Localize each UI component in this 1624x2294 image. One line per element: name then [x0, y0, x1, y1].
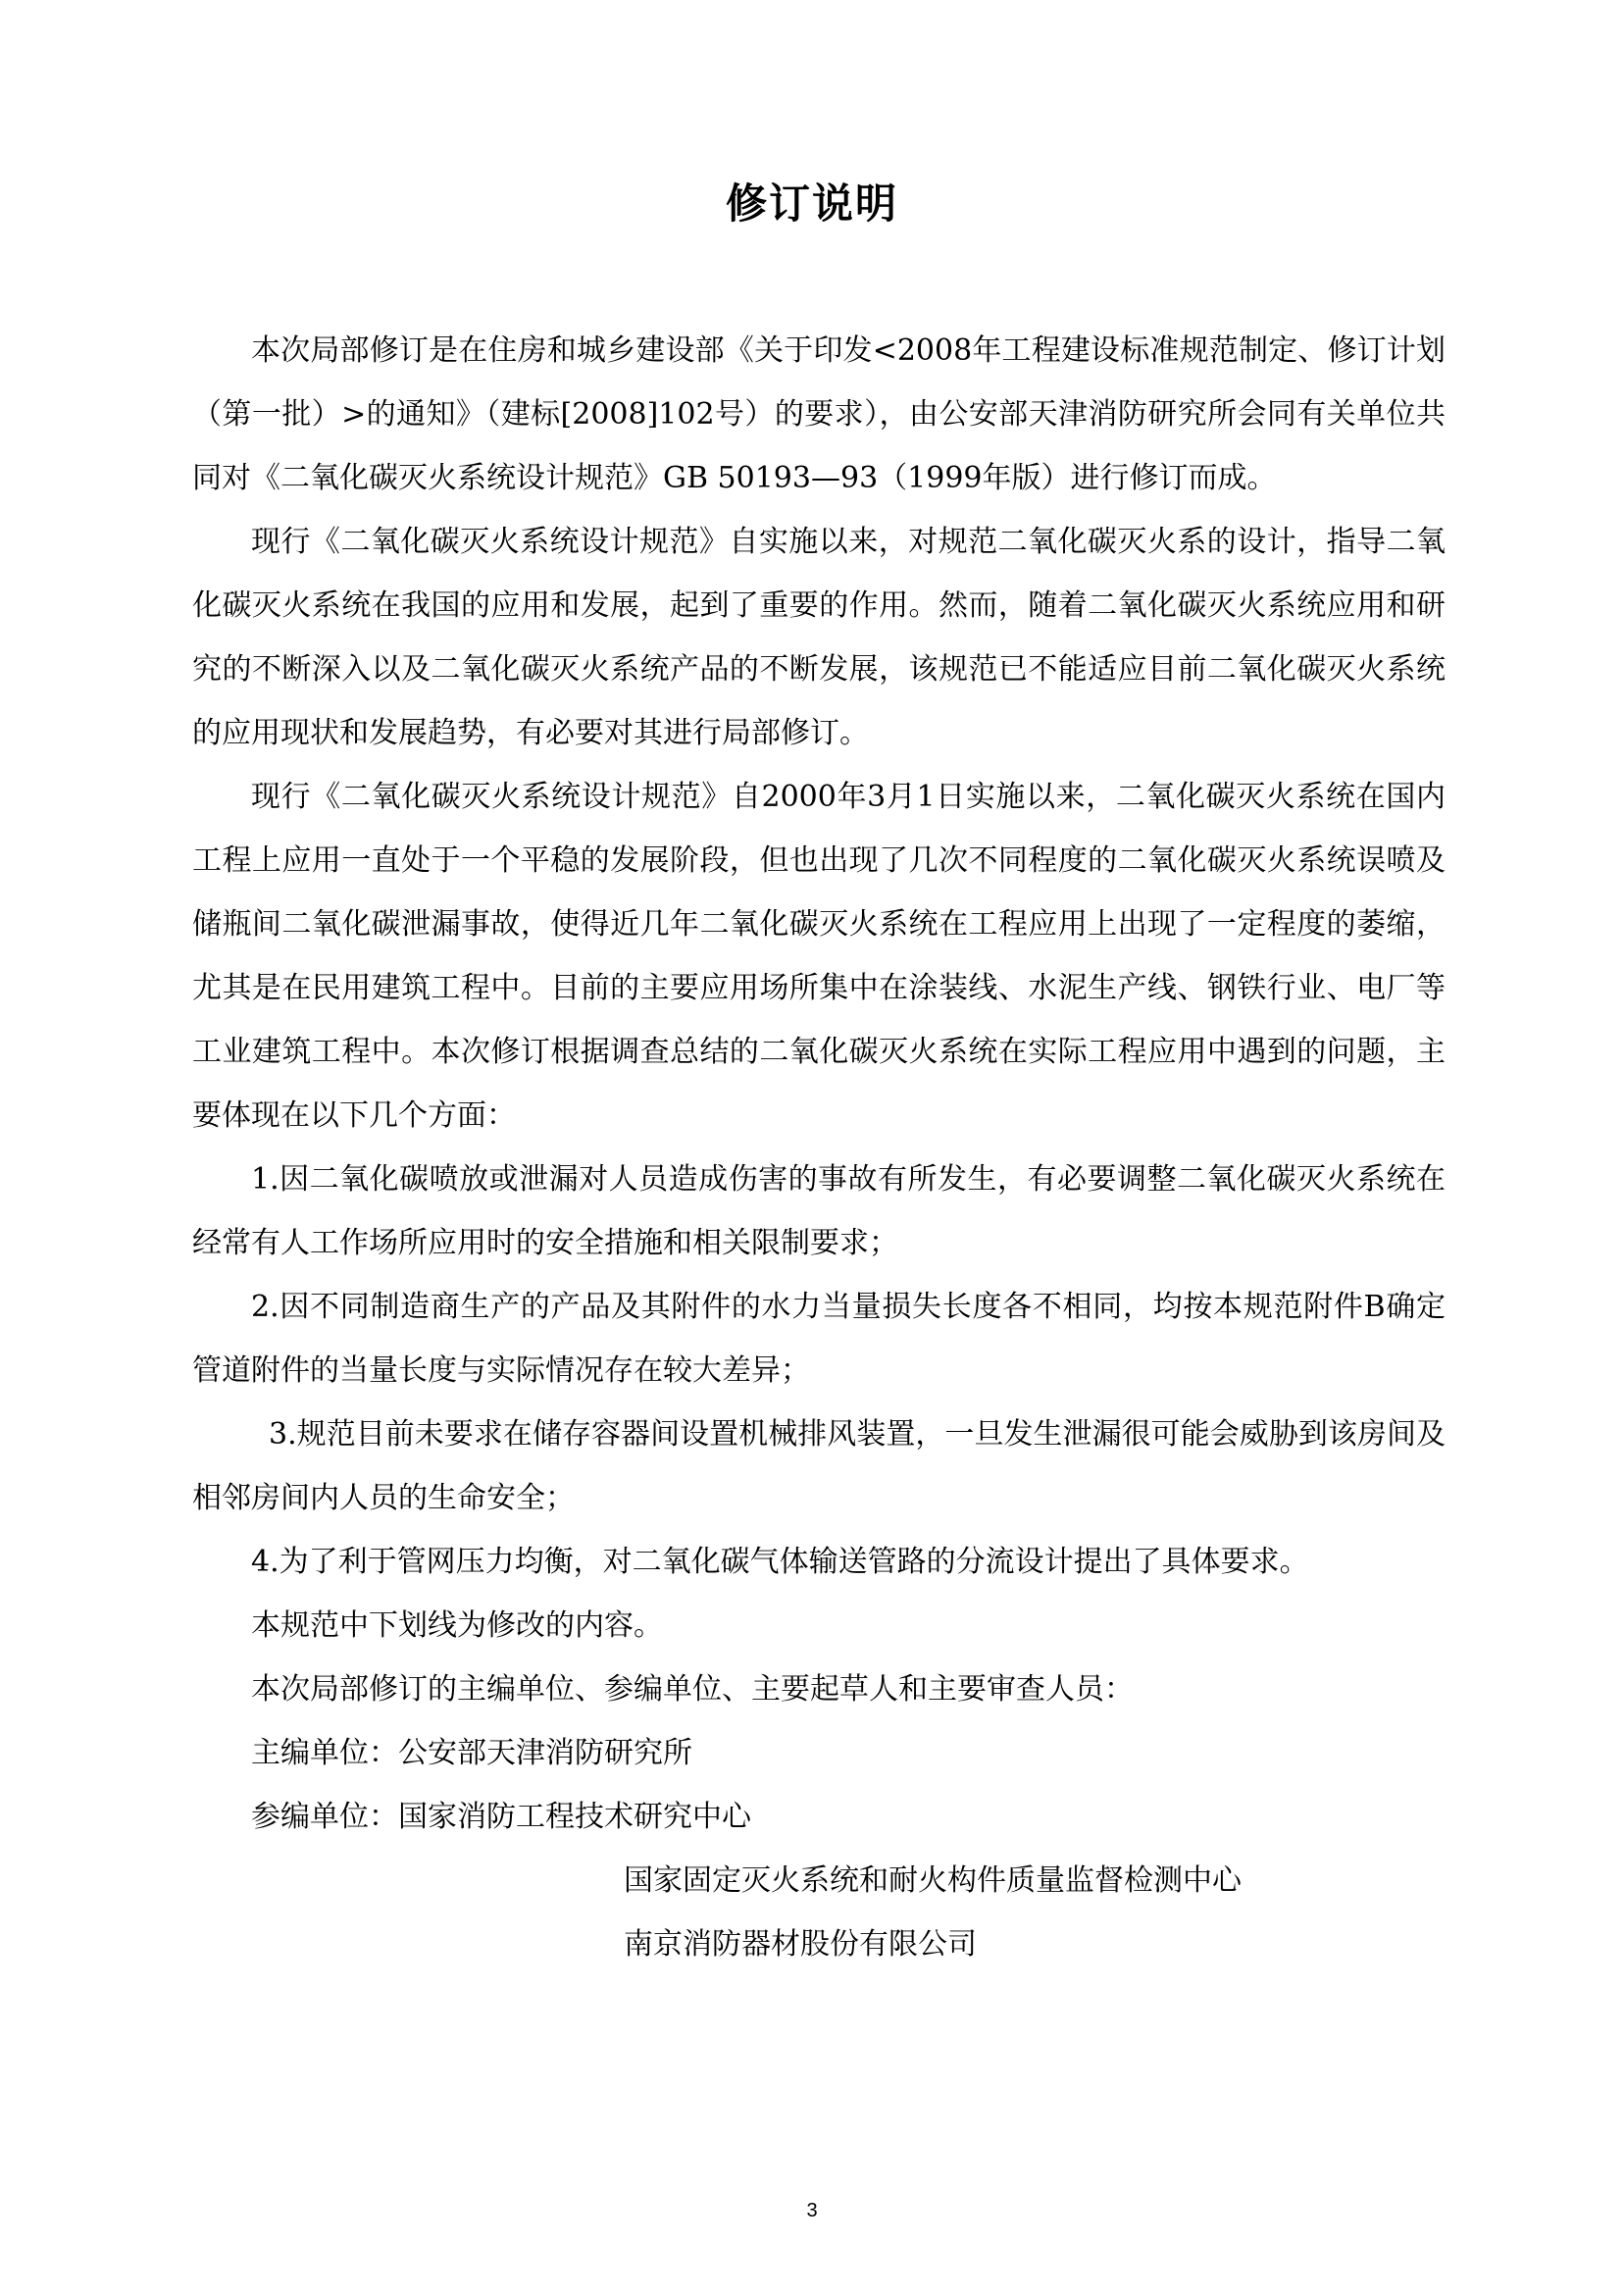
participating-unit-2: 国家固定灭火系统和耐火构件质量监督检测中心 — [624, 1863, 1242, 1898]
underline-note: 本规范中下划线为修改的内容。 — [251, 1608, 663, 1643]
participating-unit-3: 南京消防器材股份有限公司 — [624, 1927, 977, 1962]
document-body — [192, 319, 1446, 1976]
participating-unit: 参编单位：国家消防工程技术研究中心 — [251, 1800, 751, 1834]
list-item: 3.规范目前未要求在储存容器间设置机械排风装置，一旦发生泄漏很可能会威胁到该房间及相邻房间内人员的生命安全； — [192, 1417, 1446, 1515]
paragraph-application-status: 现行《二氧化碳灭火系统设计规范》自2000年3月1日实施以来，二氧化碳灭火系统在国内工程上应用一直处于一个平稳的发展阶段，但也出现了几次不同程度的二氧化碳灭火系统误喷及储瓶间二氧化碳泄漏事故，使得近几年二氧化碳灭火系统在工程应用上出现了一定程度的萎缩，尤其是在民用建筑工程中。目前的主要应用场所集中在涂装线、水泥生产线、钢铁行业、电厂等工业建筑工程中。本次修订根据调查总结的二氧化碳灭火系统在实际工程应用中遇到的问题，主要体现在以下几个方面： — [192, 780, 1446, 1133]
list-item: 4.为了利于管网压力均衡，对二氧化碳气体输送管路的分流设计提出了具体要求。 — [251, 1545, 1309, 1579]
list-item: 1.因二氧化碳喷放或泄漏对人员造成伤害的事故有所发生，有必要调整二氧化碳灭火系统在经常有人工作场所应用时的安全措施和相关限制要求； — [192, 1162, 1446, 1260]
page-number: 3 — [806, 2200, 818, 2221]
chief-editor-unit: 主编单位：公安部天津消防研究所 — [251, 1736, 692, 1770]
paragraph-current-code: 现行《二氧化碳灭火系统设计规范》自实施以来，对规范二氧化碳灭火系的设计，指导二氧化碳灭火系统在我国的应用和发展，起到了重要的作用。然而，随着二氧化碳灭火系统应用和研究的不断深入以及二氧化碳灭火系统产品的不断发展，该规范已不能适应目前二氧化碳灭火系统的应用现状和发展趋势，有必要对其进行局部修订。 — [192, 525, 1446, 750]
credits-intro: 本次局部修订的主编单位、参编单位、主要起草人和主要审查人员： — [251, 1672, 1134, 1707]
paragraph-revision-basis: 本次局部修订是在住房和城乡建设部《关于印发<2008年工程建设标准规范制定、修订计划（第一批）>的通知》（建标[2008]102号）的要求），由公安部天津消防研究所会同有关单位共同对《二氧化碳灭火系统设计规范》GB 50193—93（1999年版）进行修订而成。 — [192, 333, 1446, 495]
page-title: 修订说明 — [725, 179, 898, 228]
list-item: 2.因不同制造商生产的产品及其附件的水力当量损失长度各不相同，均按本规范附件B确定管道附件的当量长度与实际情况存在较大差异； — [192, 1290, 1446, 1388]
